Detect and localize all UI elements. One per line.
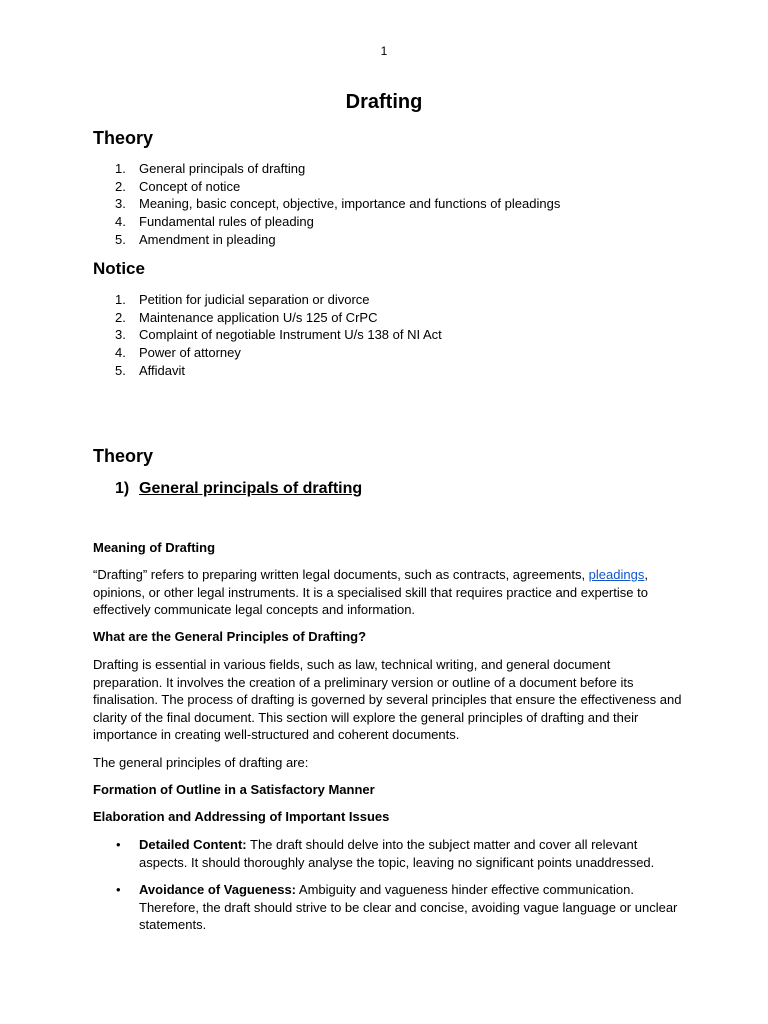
formation-heading: Formation of Outline in a Satisfactory Manner (93, 782, 375, 797)
bullet-icon: • (116, 882, 121, 897)
section-number: 1) (115, 480, 130, 497)
bullet-item: • Detailed Content: The draft should delve into the subject matter and cover all relevant aspects. It should thoroughly analyse the topic, leaving no significant points unaddressed. (116, 837, 655, 870)
bullet-label: Detailed Content: (139, 837, 247, 852)
bullet-label: Avoidance of Vagueness: (139, 882, 297, 897)
bullet-item: • Avoidance of Vagueness: Ambiguity and vagueness hinder effective communication. Therefore, the draft should strive to be clear and concise, avoiding vague language or unclear statements. (116, 882, 678, 932)
meaning-paragraph: “Drafting” refers to preparing written legal documents, such as contracts, agreements, pleadings, opinions, or other legal instruments. It is a specialised skill that requires practice and expertise to effectively communicate legal concepts and information. (93, 567, 648, 617)
document-page: 1 Drafting Theory 1. General principals of drafting 2. Concept of notice 3. Meaning, basic concept, objective, importance and functions of pleadings 4. Fundamental rules of pleading 5. Amendment in pleading Notice 1. Petition for judicial separation or divorce 2. Maintenance application U/s 125 of CrPC 3. Complaint of negotiable Instrument U/s 138 of NI Act 4. Power of attorney 5. Affidavit Theory 1) General principals of drafting Meaning of Drafting “Drafting” refers to preparing written legal documents, such as contracts, agreements, pleadings, opinions, or other legal instruments. It is a specialised skill that requires practice and expertise to effectively communicate legal concepts and information. What are the General Principles of Drafting? Drafting is essential in various fields, such as law, technical writing, and general document preparation. It involves the creation of a preliminary version or outline of a document before its finalisation. The process of drafting is governed by several principles that ensure the effectiveness and clarity of the final document. This section will explore the general principles of drafting and their importance in creating well-structured and coherent documents. The general principles of drafting are: Formation of Outline in a Satisfactory Manner Elaboration and Addressing of Important Issues • Detailed Content: The draft should delve into the subject matter and cover all relevant aspects. It should thoroughly analyse the topic, leaving no significant points unaddressed. • Avoidance of Vagueness: Ambiguity and vagueness hinder effective communication. Therefore, the draft should strive to be clear and concise, avoiding vague language or unclear statements. (0, 0, 768, 1024)
section-heading (115, 478, 362, 500)
document-title: Drafting (345, 91, 423, 113)
meaning-heading: Meaning of Drafting (93, 540, 216, 555)
principles-question: What are the General Principles of Drafting? (93, 629, 367, 644)
elaboration-heading: Elaboration and Addressing of Important Issues (93, 809, 390, 824)
bullet-icon: • (116, 837, 121, 852)
pleadings-link[interactable]: pleadings (588, 567, 645, 582)
theory-heading: Theory (93, 128, 154, 148)
principles-paragraph: Drafting is essential in various fields, such as law, technical writing, and general document preparation. It involves the creation of a preliminary version or outline of a document before its finalisation. The process of drafting is governed by several principles that ensure the effectiveness and clarity of the final document. This section will explore the general principles of drafting and their importance in creating well-structured and coherent documents. (93, 657, 682, 742)
theory-heading-2: Theory (93, 446, 154, 466)
page-number: 1 (380, 44, 388, 58)
notice-heading: Notice (93, 259, 145, 278)
principles-intro: The general principles of drafting are: (93, 755, 309, 770)
section-title: General principals of drafting (139, 480, 363, 497)
